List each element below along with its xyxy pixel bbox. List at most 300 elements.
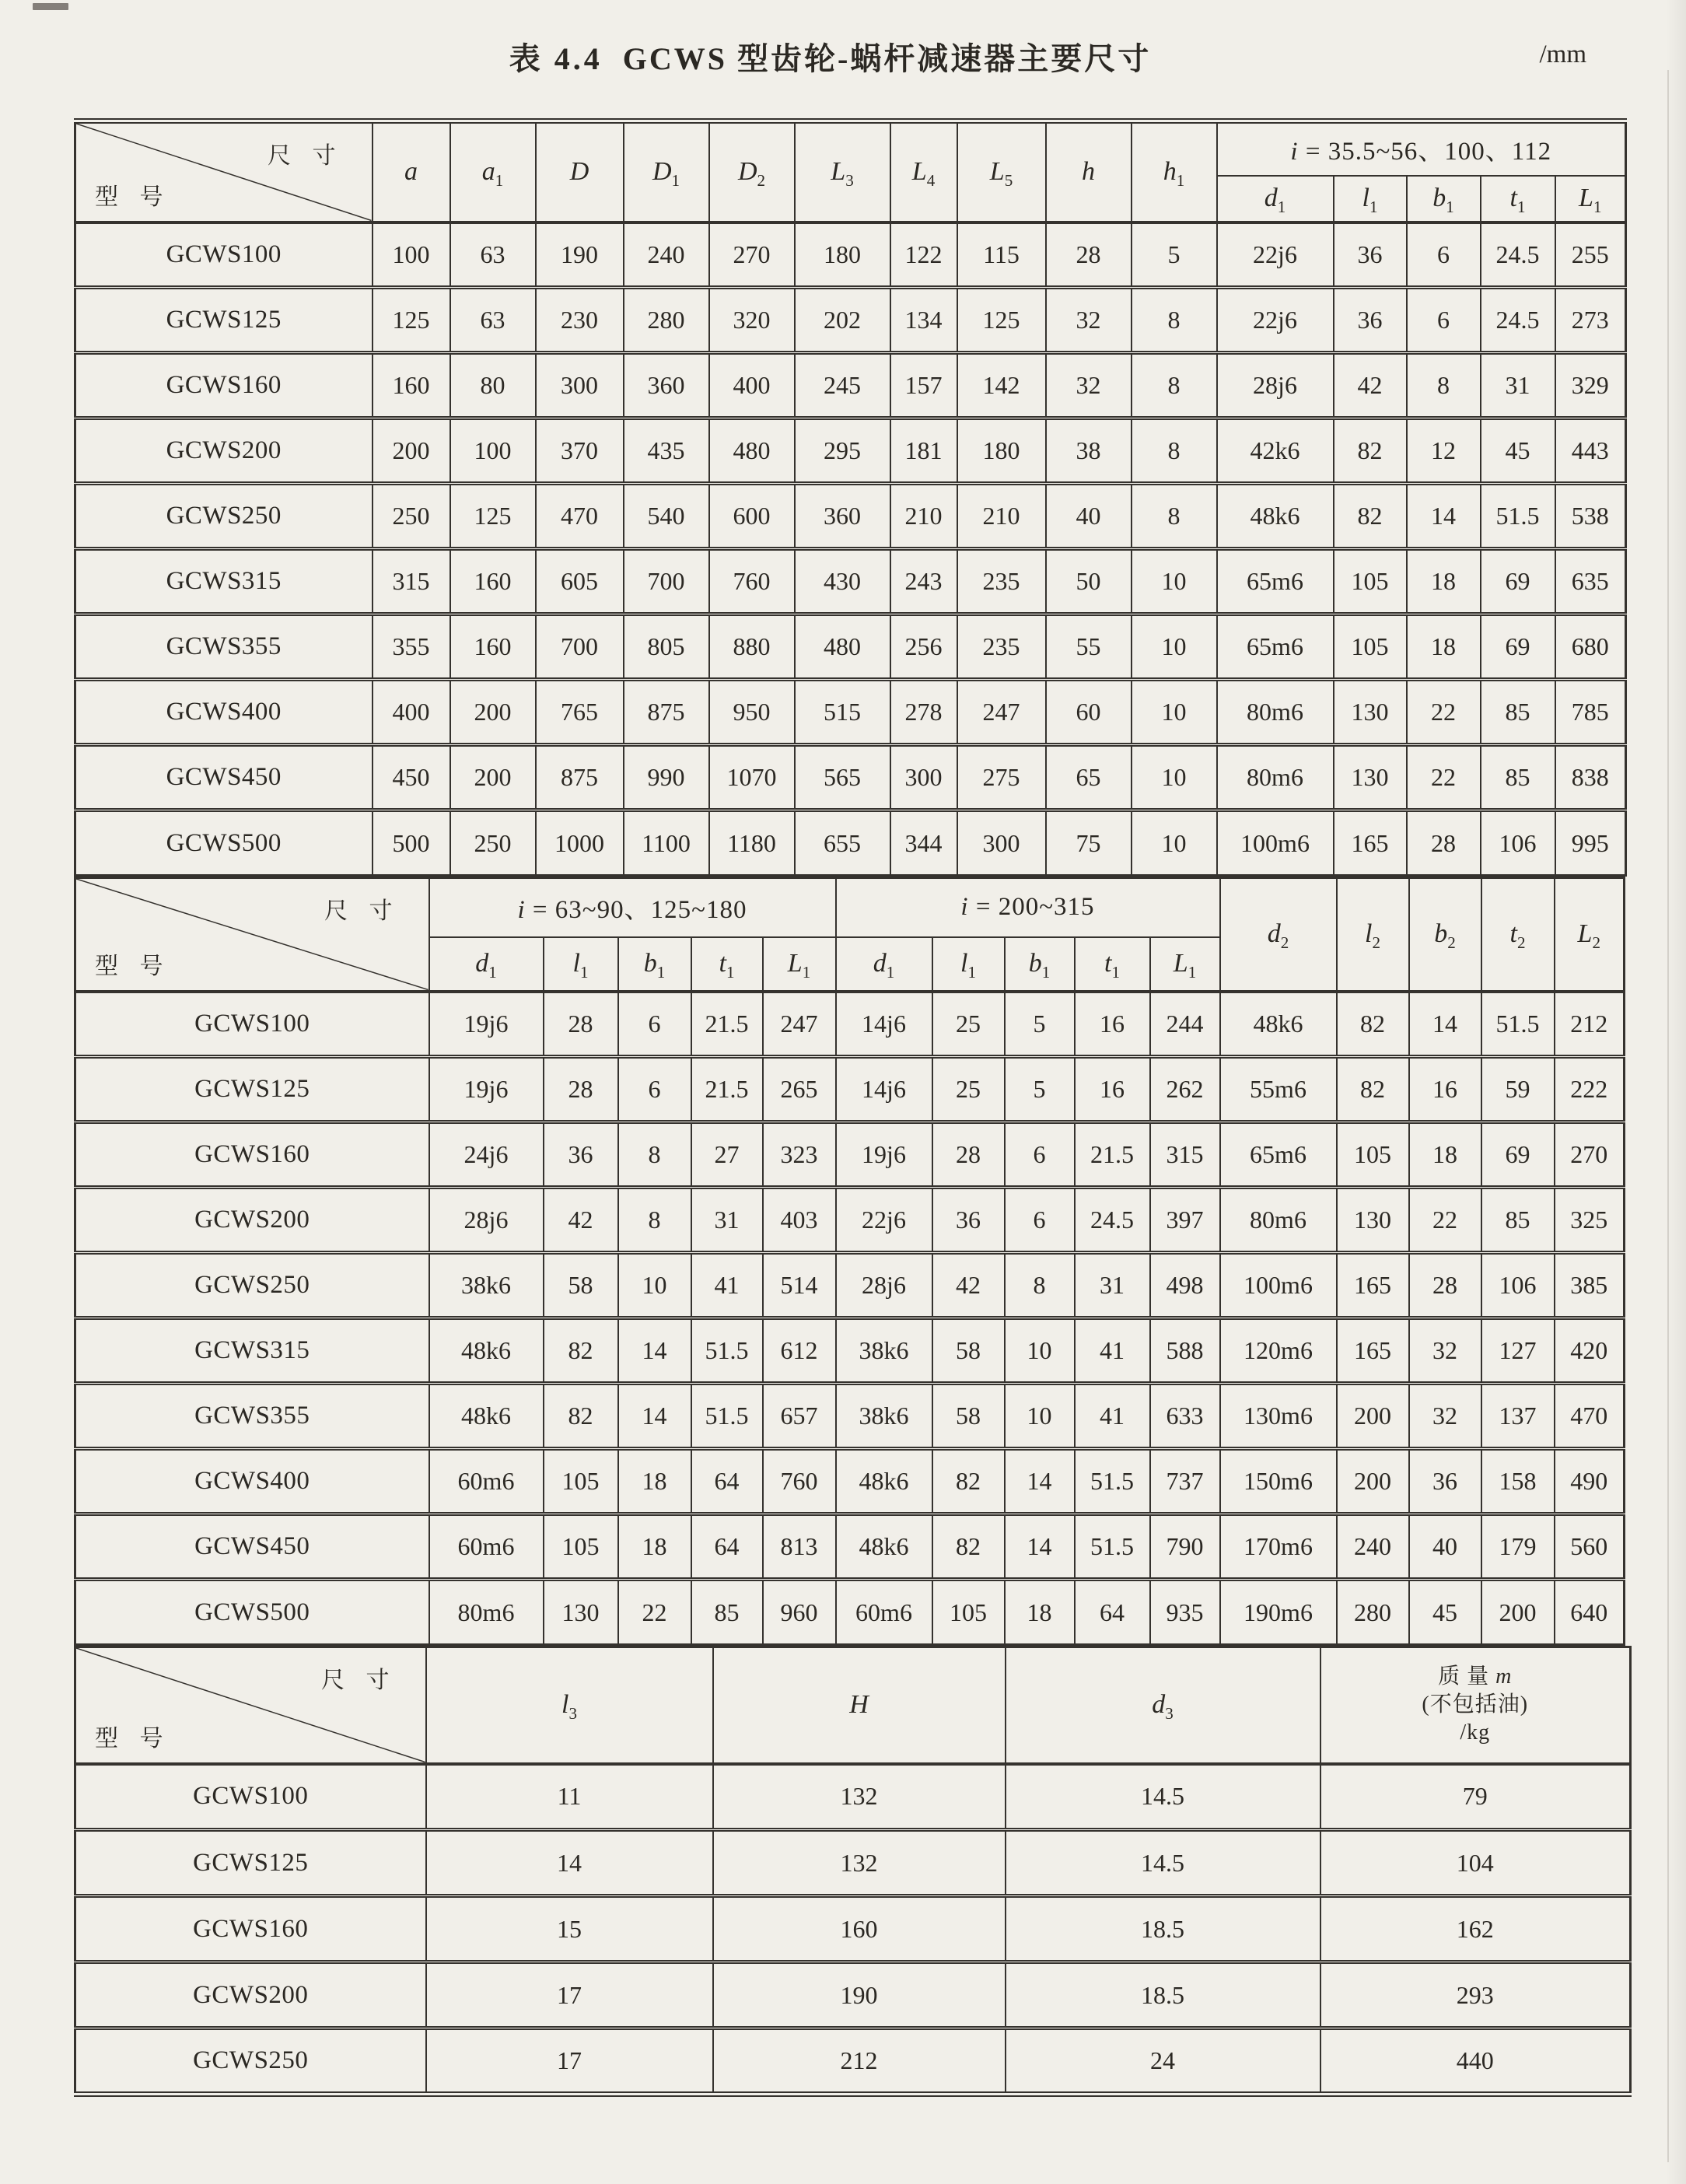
cell-i1-l1: 42 — [544, 1188, 618, 1253]
cell-i1-d1: 48k6 — [429, 1384, 544, 1449]
row-model: GCWS355 — [75, 614, 373, 680]
table-row — [75, 1830, 1631, 1896]
cell-H: 132 — [713, 1764, 1006, 1830]
cell-b2: 22 — [1409, 1188, 1481, 1253]
cell-i2-b1: 5 — [1005, 992, 1075, 1057]
cell-D1: 875 — [624, 680, 709, 745]
cell-i2-L1: 633 — [1150, 1384, 1220, 1449]
cell-d2: 55m6 — [1220, 1057, 1337, 1122]
cell-L2: 385 — [1555, 1253, 1625, 1318]
cell-L5: 300 — [957, 810, 1046, 876]
corner-cell — [75, 121, 373, 222]
cell-a1: 200 — [450, 680, 536, 745]
cell-i2-t1: 16 — [1075, 1057, 1150, 1122]
cell-h: 40 — [1046, 484, 1132, 549]
row-model: GCWS200 — [75, 418, 373, 484]
cell-l1: 36 — [1334, 222, 1407, 288]
col-header-i2-L1: $L_1$ — [1150, 937, 1220, 992]
cell-l1: 82 — [1334, 484, 1407, 549]
row-model: GCWS160 — [75, 1896, 426, 1962]
cell-i1-l1: 82 — [544, 1318, 618, 1384]
cell-i2-L1: 588 — [1150, 1318, 1220, 1384]
row-model: GCWS125 — [75, 288, 373, 353]
cell-b1: 22 — [1407, 745, 1481, 810]
cell-i1-d1: 19j6 — [429, 992, 544, 1057]
cell-D2: 1180 — [709, 810, 795, 876]
cell-h: 32 — [1046, 288, 1132, 353]
table-row — [75, 1896, 1631, 1962]
col-header-L5: $L_5$ — [957, 121, 1046, 222]
cell-l3: 17 — [426, 1962, 713, 2028]
dimensions-table-shaft-ends — [74, 877, 1625, 1646]
cell-i2-l1: 82 — [932, 1449, 1005, 1514]
cell-L3: 565 — [795, 745, 890, 810]
cell-D1: 240 — [624, 222, 709, 288]
header-row — [75, 121, 1626, 176]
cell-i1-t1: 64 — [691, 1514, 763, 1580]
cell-D2: 600 — [709, 484, 795, 549]
cell-i2-d1: 14j6 — [836, 1057, 932, 1122]
cell-i2-L1: 790 — [1150, 1514, 1220, 1580]
cell-d2: 65m6 — [1220, 1122, 1337, 1188]
cell-t1: 45 — [1481, 418, 1555, 484]
row-model: GCWS200 — [75, 1962, 426, 2028]
cell-i2-l1: 25 — [932, 1057, 1005, 1122]
cell-h: 28 — [1046, 222, 1132, 288]
cell-mass: 162 — [1320, 1896, 1631, 1962]
col-header-i1-b1: $b_1$ — [618, 937, 691, 992]
cell-b1: 18 — [1407, 614, 1481, 680]
cell-H: 190 — [713, 1962, 1006, 2028]
cell-L2: 560 — [1555, 1514, 1625, 1580]
cell-i1-t1: 64 — [691, 1449, 763, 1514]
cell-i1-d1: 28j6 — [429, 1188, 544, 1253]
cell-i2-b1: 6 — [1005, 1122, 1075, 1188]
cell-i1-L1: 760 — [763, 1449, 836, 1514]
cell-a1: 250 — [450, 810, 536, 876]
cell-L1: 443 — [1555, 418, 1626, 484]
cell-t1: 24.5 — [1481, 288, 1555, 353]
cell-d2: 100m6 — [1220, 1253, 1337, 1318]
cell-L2: 270 — [1555, 1122, 1625, 1188]
cell-i2-l1: 36 — [932, 1188, 1005, 1253]
table-row — [75, 418, 1626, 484]
cell-a1: 80 — [450, 353, 536, 418]
col-header-d3: $d_3$ — [1006, 1647, 1320, 1764]
cell-b2: 32 — [1409, 1318, 1481, 1384]
cell-i1-L1: 612 — [763, 1318, 836, 1384]
cell-b2: 32 — [1409, 1384, 1481, 1449]
col-header-a1: $a_1$ — [450, 121, 536, 222]
cell-t1: 85 — [1481, 745, 1555, 810]
cell-i1-b1: 18 — [618, 1449, 691, 1514]
cell-L1: 273 — [1555, 288, 1626, 353]
cell-i2-l1: 28 — [932, 1122, 1005, 1188]
cell-i2-t1: 51.5 — [1075, 1514, 1150, 1580]
cell-b2: 14 — [1409, 992, 1481, 1057]
cell-i1-l1: 82 — [544, 1384, 618, 1449]
table-row — [75, 1318, 1625, 1384]
cell-L4: 256 — [890, 614, 957, 680]
cell-L3: 245 — [795, 353, 890, 418]
row-model: GCWS160 — [75, 353, 373, 418]
cell-a1: 160 — [450, 549, 536, 614]
table-row — [75, 549, 1626, 614]
cell-i2-l1: 25 — [932, 992, 1005, 1057]
cell-L5: 247 — [957, 680, 1046, 745]
col-header-i2-d1: $d_1$ — [836, 937, 932, 992]
cell-i2-t1: 24.5 — [1075, 1188, 1150, 1253]
cell-i2-d1: 48k6 — [836, 1514, 932, 1580]
cell-D: 230 — [536, 288, 624, 353]
cell-i2-l1: 42 — [932, 1253, 1005, 1318]
cell-i1-t1: 85 — [691, 1580, 763, 1645]
cell-D1: 700 — [624, 549, 709, 614]
cell-i2-l1: 58 — [932, 1384, 1005, 1449]
cell-i2-L1: 262 — [1150, 1057, 1220, 1122]
col-header-b1: $b_1$ — [1407, 176, 1481, 222]
cell-d2: 190m6 — [1220, 1580, 1337, 1645]
cell-h: 55 — [1046, 614, 1132, 680]
cell-i2-L1: 244 — [1150, 992, 1220, 1057]
cell-L3: 360 — [795, 484, 890, 549]
cell-l3: 17 — [426, 2028, 713, 2095]
cell-l2: 200 — [1337, 1384, 1409, 1449]
cell-i1-l1: 130 — [544, 1580, 618, 1645]
cell-i1-b1: 22 — [618, 1580, 691, 1645]
col-header-h: h — [1046, 121, 1132, 222]
row-model: GCWS100 — [75, 1764, 426, 1830]
cell-i1-t1: 21.5 — [691, 1057, 763, 1122]
cell-D2: 400 — [709, 353, 795, 418]
corner-label-model: 型 号 — [95, 1725, 171, 1752]
cell-d2: 130m6 — [1220, 1384, 1337, 1449]
cell-l1: 36 — [1334, 288, 1407, 353]
cell-b1: 14 — [1407, 484, 1481, 549]
cell-t2: 158 — [1481, 1449, 1555, 1514]
cell-L2: 222 — [1555, 1057, 1625, 1122]
cell-d1: 28j6 — [1217, 353, 1334, 418]
col-header-mass: 质 量 m (不包括油) /kg — [1320, 1647, 1631, 1764]
cell-t2: 59 — [1481, 1057, 1555, 1122]
cell-L5: 125 — [957, 288, 1046, 353]
col-header-i2-b1: $b_1$ — [1005, 937, 1075, 992]
cell-i2-l1: 105 — [932, 1580, 1005, 1645]
corner-label-model: 型 号 — [95, 953, 171, 979]
cell-i2-b1: 10 — [1005, 1318, 1075, 1384]
cell-t1: 69 — [1481, 614, 1555, 680]
cell-d1: 65m6 — [1217, 614, 1334, 680]
cell-h1: 10 — [1132, 549, 1217, 614]
cell-i1-L1: 657 — [763, 1384, 836, 1449]
cell-h1: 8 — [1132, 288, 1217, 353]
col-header-t2: $t_2$ — [1481, 878, 1555, 992]
cell-b2: 36 — [1409, 1449, 1481, 1514]
cell-D2: 320 — [709, 288, 795, 353]
cell-i1-d1: 60m6 — [429, 1449, 544, 1514]
cell-i2-d1: 48k6 — [836, 1449, 932, 1514]
cell-d1: 100m6 — [1217, 810, 1334, 876]
cell-i1-b1: 14 — [618, 1318, 691, 1384]
cell-H: 212 — [713, 2028, 1006, 2095]
cell-h: 38 — [1046, 418, 1132, 484]
table-head — [75, 121, 1626, 222]
table-row — [75, 680, 1626, 745]
corner-cell — [75, 1647, 426, 1764]
table-row — [75, 222, 1626, 288]
header-row — [75, 878, 1625, 937]
cell-D2: 270 — [709, 222, 795, 288]
table-body — [75, 1764, 1631, 2095]
col-header-d2: $d_2$ — [1220, 878, 1337, 992]
cell-i2-b1: 14 — [1005, 1449, 1075, 1514]
cell-i2-d1: 14j6 — [836, 992, 932, 1057]
cell-i2-l1: 58 — [932, 1318, 1005, 1384]
table-row — [75, 1764, 1631, 1830]
cell-t1: 69 — [1481, 549, 1555, 614]
cell-b2: 28 — [1409, 1253, 1481, 1318]
cell-L5: 115 — [957, 222, 1046, 288]
cell-b2: 45 — [1409, 1580, 1481, 1645]
cell-D1: 1100 — [624, 810, 709, 876]
cell-L1: 329 — [1555, 353, 1626, 418]
cell-d1: 80m6 — [1217, 745, 1334, 810]
cell-i1-l1: 58 — [544, 1253, 618, 1318]
cell-i1-L1: 960 — [763, 1580, 836, 1645]
cell-i1-L1: 813 — [763, 1514, 836, 1580]
ratio-group-header-2: i = 200~315 — [836, 878, 1220, 937]
cell-h1: 8 — [1132, 418, 1217, 484]
cell-i2-d1: 22j6 — [836, 1188, 932, 1253]
cell-i2-t1: 21.5 — [1075, 1122, 1150, 1188]
ratio-group-header: i = 35.5~56、100、112 — [1217, 121, 1626, 176]
table-head — [75, 878, 1625, 992]
cell-l3: 11 — [426, 1764, 713, 1830]
cell-i2-b1: 10 — [1005, 1384, 1075, 1449]
cell-d2: 170m6 — [1220, 1514, 1337, 1580]
table-row — [75, 810, 1626, 876]
cell-D: 765 — [536, 680, 624, 745]
cell-L4: 344 — [890, 810, 957, 876]
cell-i1-L1: 265 — [763, 1057, 836, 1122]
cell-l2: 82 — [1337, 1057, 1409, 1122]
dimensions-table-primary — [74, 118, 1627, 877]
table-row — [75, 353, 1626, 418]
cell-L2: 212 — [1555, 992, 1625, 1057]
row-model: GCWS315 — [75, 1318, 429, 1384]
cell-h1: 8 — [1132, 353, 1217, 418]
cell-d3: 18.5 — [1006, 1962, 1320, 2028]
cell-i2-d1: 19j6 — [836, 1122, 932, 1188]
cell-D1: 805 — [624, 614, 709, 680]
cell-D: 370 — [536, 418, 624, 484]
cell-d2: 48k6 — [1220, 992, 1337, 1057]
table-row — [75, 1384, 1625, 1449]
cell-i2-d1: 38k6 — [836, 1318, 932, 1384]
row-model: GCWS450 — [75, 1514, 429, 1580]
cell-b1: 22 — [1407, 680, 1481, 745]
cell-i2-L1: 498 — [1150, 1253, 1220, 1318]
cell-d1: 22j6 — [1217, 222, 1334, 288]
col-header-i2-l1: $l_1$ — [932, 937, 1005, 992]
cell-l2: 280 — [1337, 1580, 1409, 1645]
cell-L5: 180 — [957, 418, 1046, 484]
table-body — [75, 992, 1625, 1645]
cell-L3: 430 — [795, 549, 890, 614]
cell-L5: 235 — [957, 549, 1046, 614]
cell-i2-t1: 31 — [1075, 1253, 1150, 1318]
cell-t1: 106 — [1481, 810, 1555, 876]
table-row — [75, 1188, 1625, 1253]
cell-i2-L1: 315 — [1150, 1122, 1220, 1188]
cell-D2: 1070 — [709, 745, 795, 810]
row-model: GCWS250 — [75, 2028, 426, 2095]
cell-a: 450 — [373, 745, 450, 810]
cell-D: 875 — [536, 745, 624, 810]
table-head — [75, 1647, 1631, 1764]
cell-t1: 85 — [1481, 680, 1555, 745]
cell-l1: 42 — [1334, 353, 1407, 418]
cell-t2: 106 — [1481, 1253, 1555, 1318]
cell-a: 355 — [373, 614, 450, 680]
col-header-D1: $D_1$ — [624, 121, 709, 222]
cell-h1: 8 — [1132, 484, 1217, 549]
cell-h1: 10 — [1132, 745, 1217, 810]
cell-i1-l1: 28 — [544, 992, 618, 1057]
cell-L2: 470 — [1555, 1384, 1625, 1449]
table-row — [75, 1253, 1625, 1318]
cell-d3: 14.5 — [1006, 1830, 1320, 1896]
row-model: GCWS100 — [75, 992, 429, 1057]
cell-l2: 240 — [1337, 1514, 1409, 1580]
cell-t2: 85 — [1481, 1188, 1555, 1253]
cell-l1: 130 — [1334, 680, 1407, 745]
cell-b2: 16 — [1409, 1057, 1481, 1122]
cell-L3: 202 — [795, 288, 890, 353]
cell-t2: 127 — [1481, 1318, 1555, 1384]
cell-d3: 18.5 — [1006, 1896, 1320, 1962]
cell-i1-t1: 51.5 — [691, 1384, 763, 1449]
cell-h1: 5 — [1132, 222, 1217, 288]
table-row — [75, 992, 1625, 1057]
col-header-l1: $l_1$ — [1334, 176, 1407, 222]
cell-i2-d1: 60m6 — [836, 1580, 932, 1645]
cell-d3: 24 — [1006, 2028, 1320, 2095]
cell-i1-t1: 21.5 — [691, 992, 763, 1057]
cell-h: 60 — [1046, 680, 1132, 745]
cell-a: 250 — [373, 484, 450, 549]
col-header-i1-L1: $L_1$ — [763, 937, 836, 992]
cell-D2: 760 — [709, 549, 795, 614]
cell-a1: 100 — [450, 418, 536, 484]
cell-l3: 14 — [426, 1830, 713, 1896]
cell-b1: 6 — [1407, 288, 1481, 353]
cell-d2: 120m6 — [1220, 1318, 1337, 1384]
row-model: GCWS250 — [75, 1253, 429, 1318]
table-row — [75, 1122, 1625, 1188]
cell-L2: 325 — [1555, 1188, 1625, 1253]
col-header-t1: $t_1$ — [1481, 176, 1555, 222]
cell-D: 300 — [536, 353, 624, 418]
cell-h1: 10 — [1132, 614, 1217, 680]
cell-L2: 640 — [1555, 1580, 1625, 1645]
cell-b1: 18 — [1407, 549, 1481, 614]
cell-L1: 680 — [1555, 614, 1626, 680]
row-model: GCWS250 — [75, 484, 373, 549]
cell-d2: 150m6 — [1220, 1449, 1337, 1514]
cell-t2: 200 — [1481, 1580, 1555, 1645]
col-header-b2: $b_2$ — [1409, 878, 1481, 992]
cell-L4: 300 — [890, 745, 957, 810]
corner-cell — [75, 878, 429, 992]
cell-i1-b1: 10 — [618, 1253, 691, 1318]
cell-i2-b1: 18 — [1005, 1580, 1075, 1645]
cell-t2: 69 — [1481, 1122, 1555, 1188]
col-header-h1: $h_1$ — [1132, 121, 1217, 222]
cell-mass: 104 — [1320, 1830, 1631, 1896]
cell-h: 65 — [1046, 745, 1132, 810]
cell-i2-d1: 38k6 — [836, 1384, 932, 1449]
col-header-L4: $L_4$ — [890, 121, 957, 222]
cell-t2: 179 — [1481, 1514, 1555, 1580]
cell-i2-L1: 935 — [1150, 1580, 1220, 1645]
cell-H: 160 — [713, 1896, 1006, 1962]
cell-d1: 48k6 — [1217, 484, 1334, 549]
cell-i2-t1: 64 — [1075, 1580, 1150, 1645]
cell-l3: 15 — [426, 1896, 713, 1962]
row-model: GCWS160 — [75, 1122, 429, 1188]
cell-L4: 134 — [890, 288, 957, 353]
cell-l1: 82 — [1334, 418, 1407, 484]
cell-h1: 10 — [1132, 810, 1217, 876]
cell-i1-b1: 18 — [618, 1514, 691, 1580]
cell-L3: 515 — [795, 680, 890, 745]
cell-h: 75 — [1046, 810, 1132, 876]
cell-a: 200 — [373, 418, 450, 484]
cell-i1-d1: 80m6 — [429, 1580, 544, 1645]
cell-a1: 125 — [450, 484, 536, 549]
cell-L2: 420 — [1555, 1318, 1625, 1384]
cell-t1: 31 — [1481, 353, 1555, 418]
cell-H: 132 — [713, 1830, 1006, 1896]
cell-i2-t1: 41 — [1075, 1318, 1150, 1384]
col-header-l3: $l_3$ — [426, 1647, 713, 1764]
cell-i1-l1: 28 — [544, 1057, 618, 1122]
cell-d2: 80m6 — [1220, 1188, 1337, 1253]
cell-i1-L1: 247 — [763, 992, 836, 1057]
cell-D2: 880 — [709, 614, 795, 680]
table-title — [509, 34, 1152, 79]
cell-h: 50 — [1046, 549, 1132, 614]
table-row — [75, 1580, 1625, 1645]
cell-i2-t1: 51.5 — [1075, 1449, 1150, 1514]
cell-L1: 995 — [1555, 810, 1626, 876]
cell-a: 400 — [373, 680, 450, 745]
row-model: GCWS100 — [75, 222, 373, 288]
cell-i1-b1: 6 — [618, 1057, 691, 1122]
cell-L1: 538 — [1555, 484, 1626, 549]
row-model: GCWS400 — [75, 1449, 429, 1514]
cell-D1: 540 — [624, 484, 709, 549]
cell-D: 700 — [536, 614, 624, 680]
cell-L4: 278 — [890, 680, 957, 745]
cell-L5: 235 — [957, 614, 1046, 680]
cell-i1-b1: 6 — [618, 992, 691, 1057]
cell-t2: 51.5 — [1481, 992, 1555, 1057]
cell-l2: 165 — [1337, 1318, 1409, 1384]
cell-a: 100 — [373, 222, 450, 288]
row-model: GCWS500 — [75, 1580, 429, 1645]
